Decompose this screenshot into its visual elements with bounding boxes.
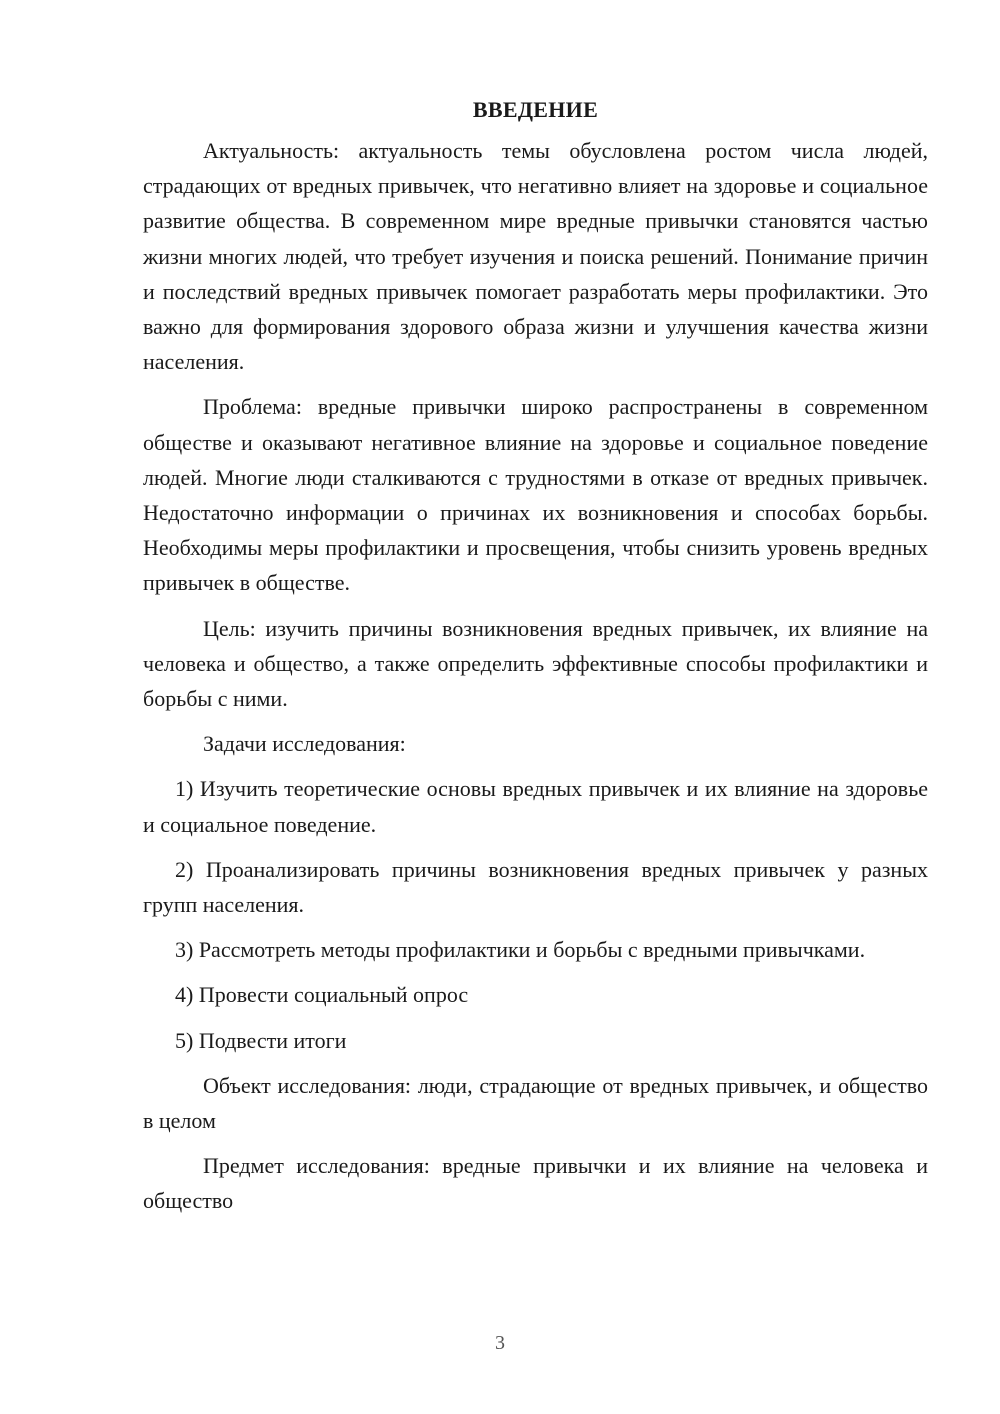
- task-item-3: 3) Рассмотреть методы профилактики и борьбы с вредными привычками.: [175, 937, 866, 963]
- problem-paragraph: Проблема: вредные привычки широко распространены в современном обществе и оказывают негативное влияние на здоровье и социальное поведение людей. Многие люди сталкиваются с трудностями в отказе от вредных привычек. Недостаточно информации о причинах их возникновения и способах борьбы. Необходимы меры профилактики и просвещения, чтобы снизить уровень вредных привычек в обществе.: [143, 394, 928, 596]
- task-item-2: 2) Проанализировать причины возникновения вредных привычек у разных групп населения.: [143, 856, 928, 918]
- page-number: 3: [495, 1332, 505, 1354]
- goal-paragraph: Цель: изучить причины возникновения вредных привычек, их влияние на человека и общество, а также определить эффективные способы профилактики и борьбы с ними.: [143, 615, 928, 712]
- task-item-5: 5) Подвести итоги: [175, 1027, 347, 1053]
- tasks-heading: Задачи исследования:: [203, 731, 406, 757]
- section-title: ВВЕДЕНИЕ: [472, 97, 599, 122]
- task-item-4: 4) Провести социальный опрос: [175, 982, 469, 1008]
- relevance-paragraph: Актуальность: актуальность темы обусловлена ростом числа людей, страдающих от вредных привычек, что негативно влияет на здоровье и социальное развитие общества. В современном мире вредные привычки становятся частью жизни многих людей, что требует изучения и поиска решений. Понимание причин и последствий вредных привычек помогает разработать меры профилактики. Это важно для формирования здорового образа жизни и улучшения качества жизни населения.: [143, 138, 928, 375]
- task-item-1: 1) Изучить теоретические основы вредных привычек и их влияние на здоровье и социальное поведение.: [143, 776, 928, 837]
- object-paragraph: Объект исследования: люди, страдающие от вредных привычек, и общество в целом: [143, 1072, 928, 1134]
- subject-paragraph: Предмет исследования: вредные привычки и их влияние на человека и общество: [143, 1153, 928, 1214]
- document-page: [143, 92, 928, 1229]
